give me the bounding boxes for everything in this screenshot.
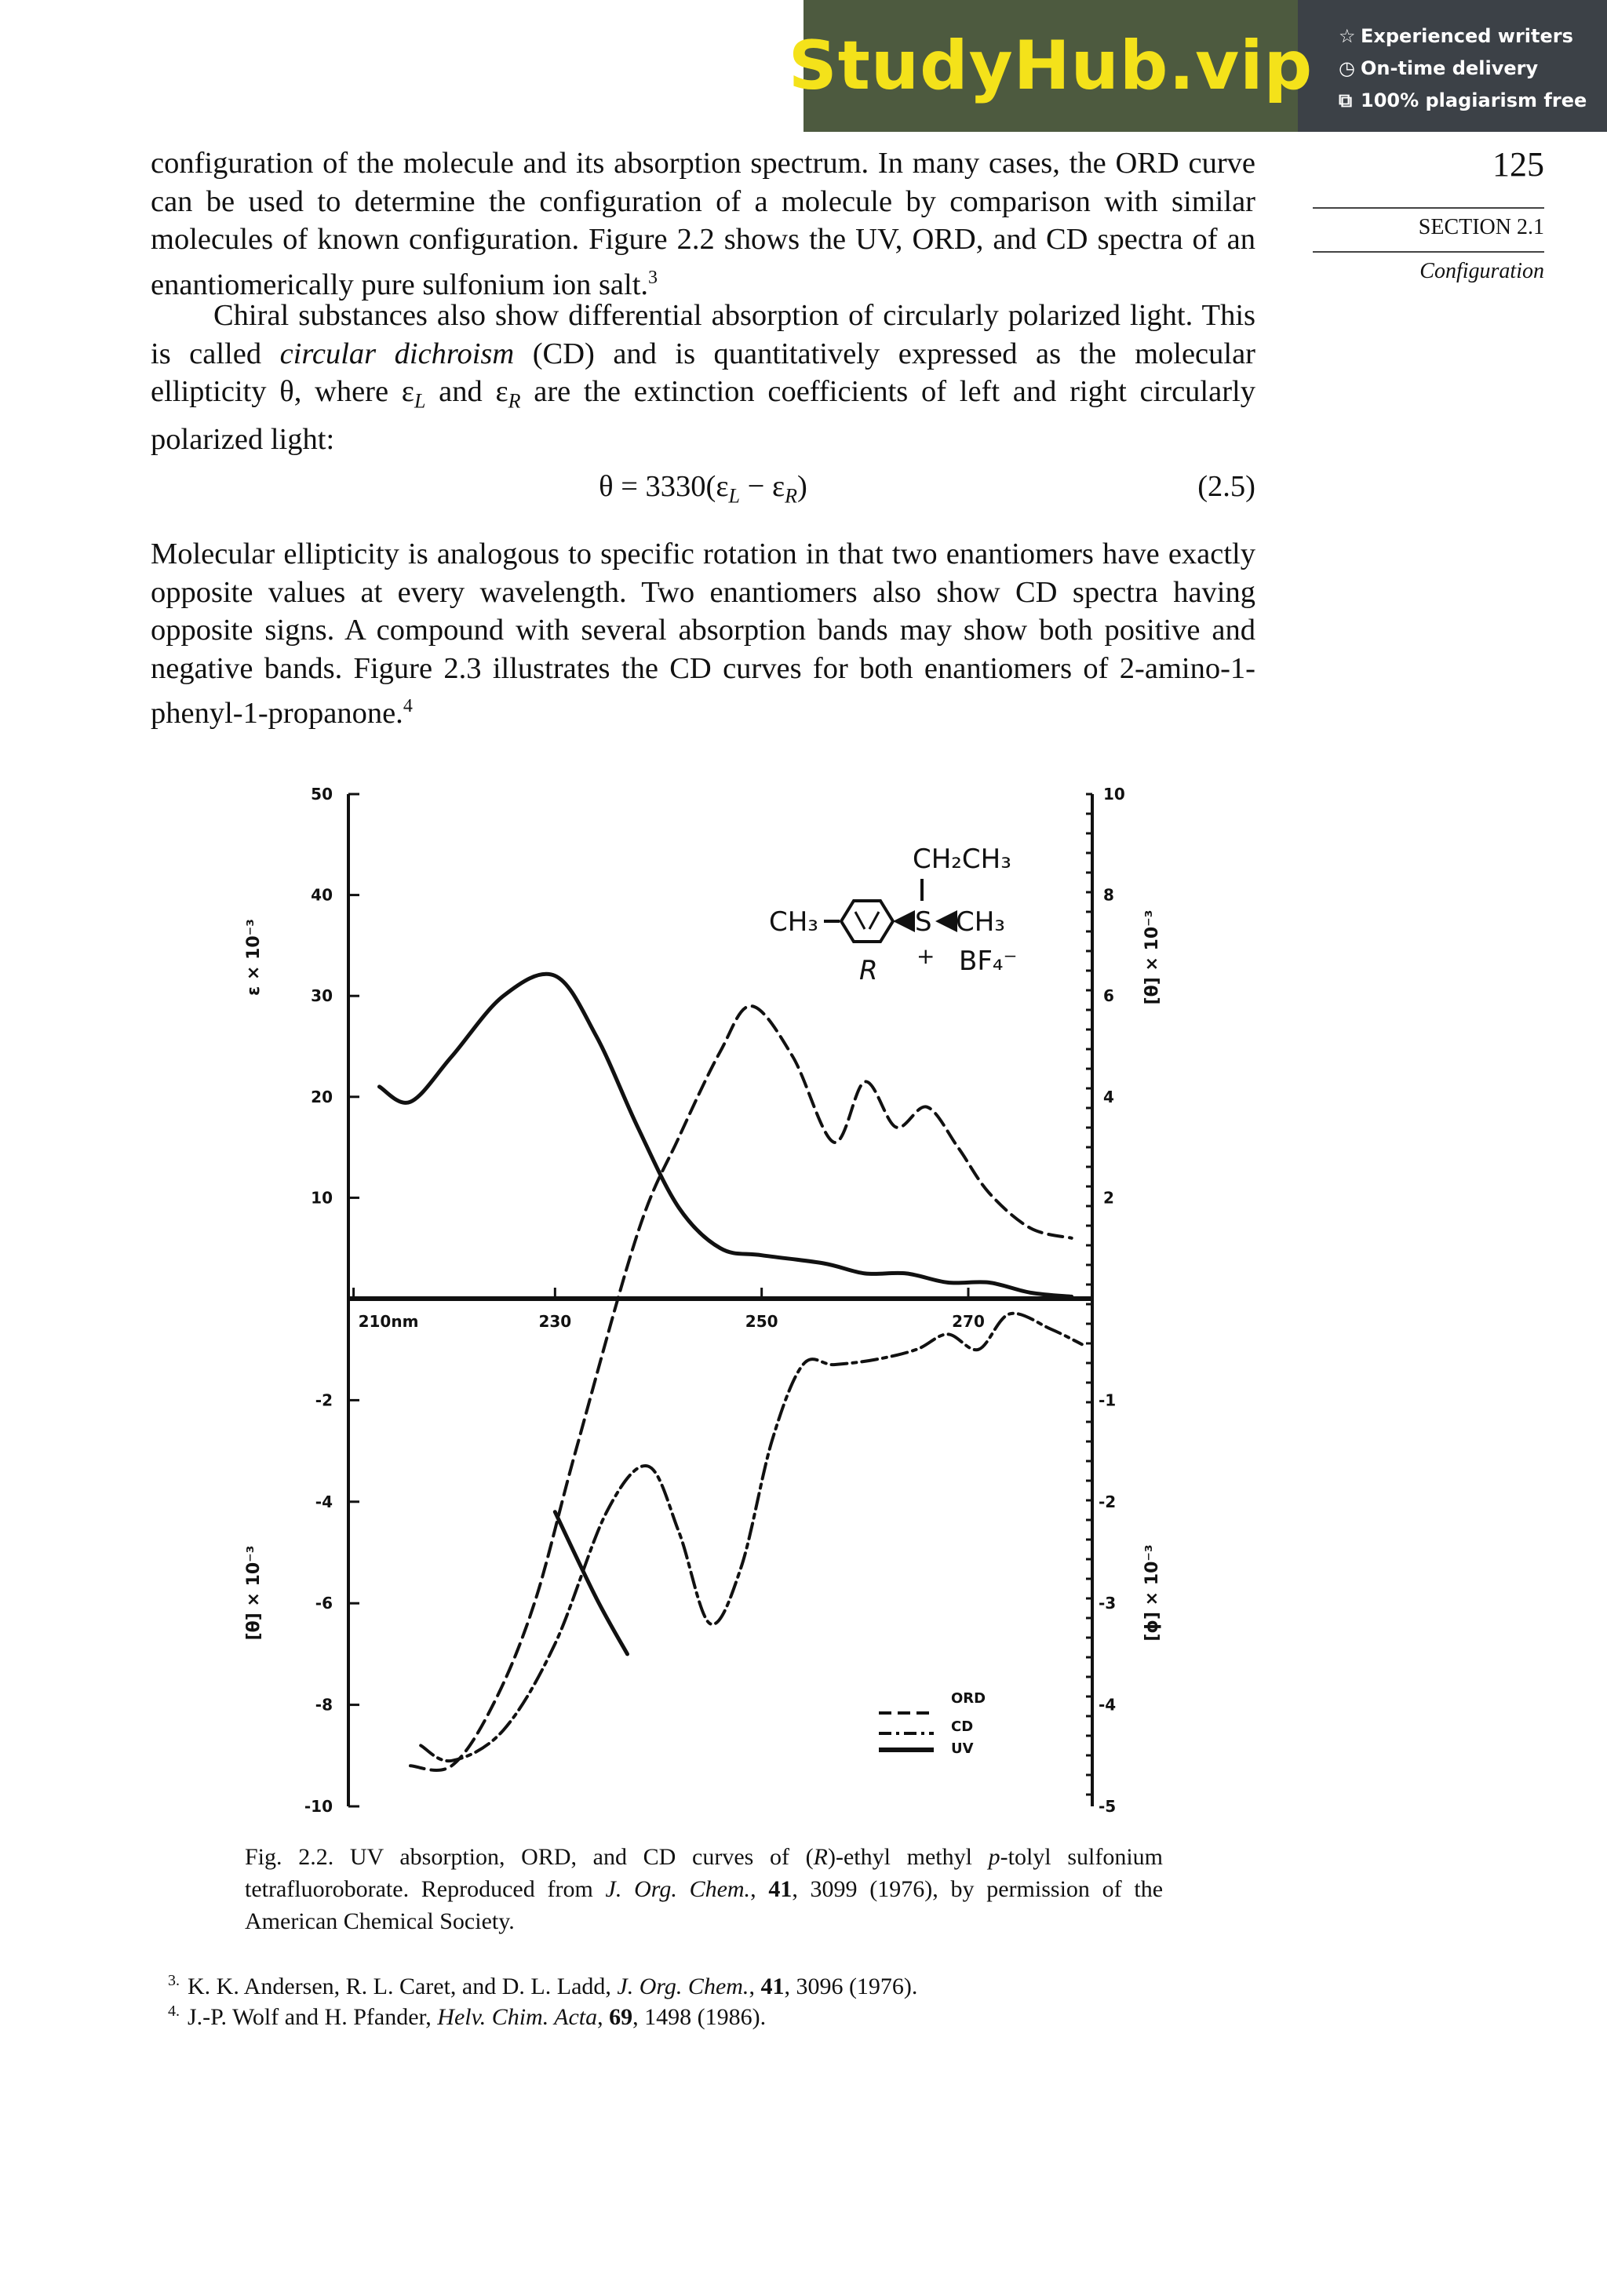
equation-number: (2.5) [1197,470,1255,503]
tick-label: 10 [1103,785,1125,804]
structure-config: R [859,955,878,986]
tick-label: 30 [311,986,333,1006]
banner-feature: ⧉ 100% plagiarism free [1339,85,1587,117]
tick-label: -5 [1099,1797,1117,1816]
star-icon: ☆ [1339,25,1356,47]
paragraph-2: Chiral substances also show differential absorption of circularly polarized light. This is called circular dichroism (CD) and is quantitatively expressed as the molecular ellipticity θ, where $\varepsilon_L$ and $\varepsilon_R$ are the extinction coefficients of left and right circularly polarized light: [151,299,1256,457]
structure-ethyl: CH₂CH₃ [913,844,1011,875]
structure-anion: BF₄⁻ [959,946,1018,977]
tick-label: -1 [1099,1390,1117,1410]
tick-label: 10 [311,1188,333,1208]
equation-expression: $\theta = 3330(\varepsilon_L - \varepsilon_R)$ [599,470,807,508]
ref-mark: 3 [648,267,658,288]
series-uv-line [380,974,1072,1296]
banner-feature: ☆ Experienced writers [1339,20,1587,53]
figure-2-2-chart [228,769,1216,1824]
tick-label: -2 [1099,1492,1117,1511]
structure-methyl-right: CH₃ [956,906,1005,938]
left-upper-axis-label: ε × 10⁻³ [244,919,264,996]
page-number: 125 [1492,145,1544,184]
sulfonium-structure [769,844,1017,986]
tick-label: -2 [315,1390,333,1410]
chart-legend [879,1690,986,1757]
x-tick-label: 270 [952,1312,985,1331]
section-label: SECTION 2.1 [1418,215,1544,239]
tick-label: -6 [315,1594,333,1613]
structure-methyl-left: CH₃ [769,906,818,938]
x-tick-label: 250 [745,1312,778,1331]
copy-icon: ⧉ [1339,89,1353,111]
tick-label: 50 [311,785,333,804]
paragraph-3: Molecular ellipticity is analogous to specific rotation in that two enantiomers have exactly opposite values at every wavelength. Two enantiomers also show CD spectra having opposite signs. A compound with several absorption bands may show both positive and negative bands. Figure 2.3 illustrates the CD curves for both enantiomers of 2-amino-1-phenyl-1-propanone.$^4$ [151,538,1255,730]
structure-sulfur: S [915,906,932,938]
left-lower-axis-label: [θ] × 10⁻³ [244,1545,264,1641]
x-tick-label: 210nm [358,1312,419,1331]
tick-label: 2 [1103,1188,1114,1208]
figure-caption: Fig. 2.2. UV absorption, ORD, and CD curves of (R)-ethyl methyl p-tolyl sulfonium tetrafluoroborate. Reproduced from J. Org. Chem., 41, 3099 (1976), by permission of the American Chemical Society. [245,1844,1164,1934]
series-cd-cross-section--line [555,1512,627,1654]
margin-rule [1313,207,1544,209]
legend-label-uv: UV [951,1740,974,1757]
tick-label: -10 [304,1797,333,1816]
series-ord-line [410,1006,1072,1770]
banner-features [1339,20,1587,117]
structure-charge: + [916,943,935,969]
tick-label: -3 [1099,1594,1117,1613]
legend-label-cd: CD [951,1718,974,1735]
chart-series [380,974,1082,1770]
tick-label: 6 [1103,986,1114,1006]
clock-icon: ◷ [1339,57,1355,79]
footnote-3: $^{3.}$ K. K. Andersen, R. L. Caret, and D. L. Ladd, J. Org. Chem., 41, 3096 (1976). [168,1972,918,1999]
paragraph-1: configuration of the molecule and its absorption spectrum. In many cases, the ORD curve can be used to determine the configuration of a molecule by comparison with similar molecules of known configuration. Figure 2.2 shows the UV, ORD, and CD spectra of an enantiomerically pure sulfonium ion salt.$^3$ [151,147,1255,301]
right-lower-axis-label: [ϕ] × 10⁻³ [1142,1544,1162,1642]
margin-rule [1313,251,1544,253]
term-circular-dichroism: circular dichroism [279,337,515,370]
ad-banner[interactable] [788,0,1607,132]
tick-label: -4 [1099,1695,1117,1715]
studyhub-logo[interactable] [788,0,1314,132]
equation-2-5 [151,469,1255,513]
footnote-4: $^{4.}$ J.-P. Wolf and H. Pfander, Helv. Chim. Acta, 69, 1498 (1986). [168,2003,767,2030]
right-upper-axis-label: [θ] × 10⁻³ [1142,909,1162,1005]
tick-label: 8 [1103,885,1114,905]
tick-label: 20 [311,1087,333,1106]
banner-feature: ◷ On-time delivery [1339,53,1587,85]
legend-label-ord: ORD [951,1690,986,1707]
tick-label: 4 [1103,1087,1114,1106]
logo-text: StudyHub.vip [788,27,1314,105]
tick-label: -4 [315,1492,333,1511]
tick-label: 40 [311,885,333,905]
tick-label: -8 [315,1695,333,1715]
benzene-ring [841,901,893,942]
section-title: Configuration [1419,259,1544,283]
ref-mark: 4 [403,696,413,716]
x-tick-label: 230 [538,1312,572,1331]
